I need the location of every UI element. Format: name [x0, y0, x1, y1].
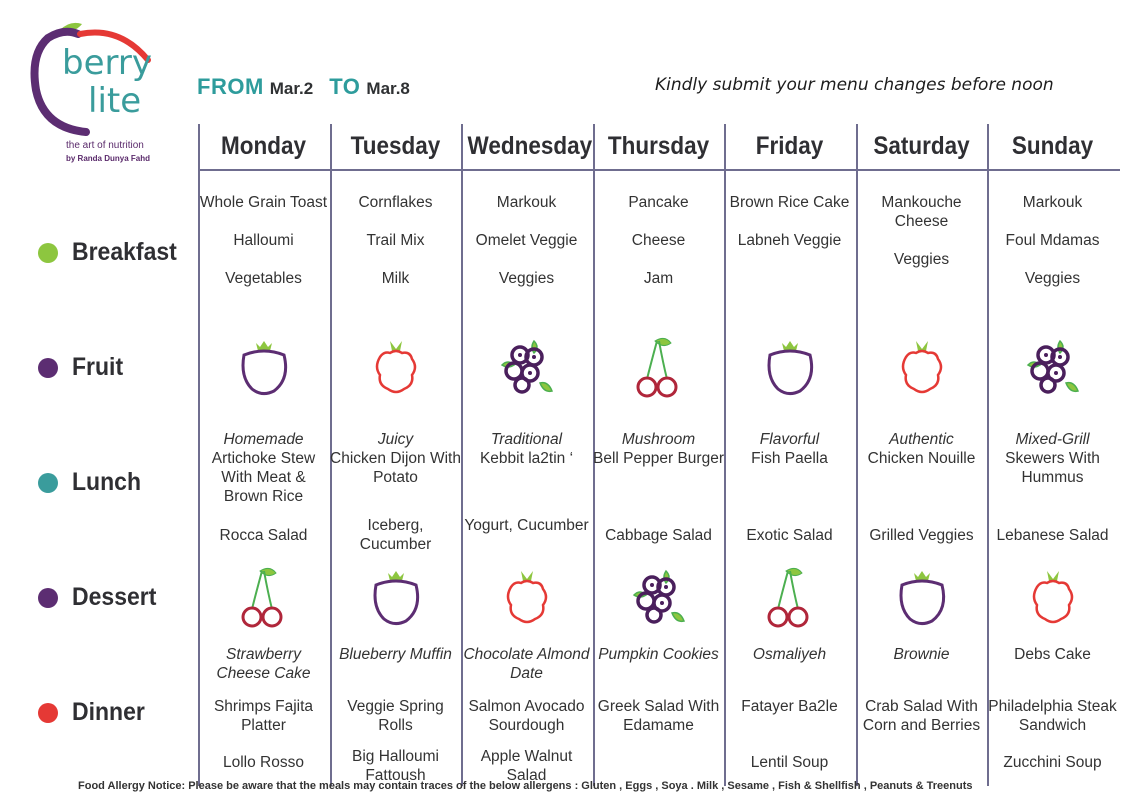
brand-tagline: the art of nutrition [66, 140, 144, 151]
blueberries-icon [987, 333, 1118, 403]
lunch-adjective: Homemade [223, 431, 304, 448]
raspberry-icon [461, 563, 592, 633]
breakfast-item: Omelet Veggie [475, 232, 578, 249]
dinner-cell [198, 697, 329, 771]
lunch-side: Yogurt, Cucumber [464, 517, 589, 534]
breakfast-item: Cheese [631, 232, 686, 249]
meal-label-lunch: Lunch [72, 468, 141, 496]
brand-name-line2: lite [88, 81, 142, 121]
lunch-adjective: Juicy [377, 431, 414, 448]
breakfast-cell [856, 193, 987, 269]
meal-row-fruit [38, 353, 128, 382]
breakfast-item: Foul Mdamas [1005, 232, 1100, 249]
breakfast-item: Jam [643, 270, 674, 287]
breakfast-cell [330, 193, 461, 288]
dessert-item: Pumpkin Cookies [598, 646, 719, 663]
breakfast-item: Whole Grain Toast [199, 194, 328, 211]
to-label: TO [329, 74, 361, 99]
dinner-main: Crab Salad With Corn and Berries [862, 698, 981, 734]
dessert-item: Osmaliyeh [752, 646, 827, 663]
raspberry-icon [330, 333, 461, 403]
dessert-item: Blueberry Muffin [339, 646, 452, 663]
breakfast-item: Labneh Veggie [737, 232, 842, 249]
dessert-item: Strawberry Cheese Cake [216, 646, 311, 682]
brand-byline: by Randa Dunya Fahd [66, 154, 151, 163]
to-date: Mar.8 [366, 79, 410, 98]
breakfast-item: Brown Rice Cake [729, 194, 850, 211]
meal-row-dessert [38, 583, 164, 612]
breakfast-item: Markouk [1022, 194, 1083, 211]
breakfast-cell [461, 193, 592, 288]
lunch-side: Grilled Veggies [869, 527, 974, 544]
dinner-cell [987, 697, 1118, 771]
lunch-main: Bell Pepper Burger [593, 450, 724, 467]
lunch-cell [593, 430, 724, 544]
dinner-cell [330, 697, 461, 784]
breakfast-item: Halloumi [233, 232, 294, 249]
lunch-cell [461, 430, 592, 534]
meal-dot-icon [38, 358, 58, 378]
lunch-cell [198, 430, 329, 544]
lunch-cell [987, 430, 1118, 544]
meal-row-breakfast [38, 238, 186, 267]
lunch-cell [856, 430, 987, 544]
dinner-cell [856, 697, 987, 735]
plum-icon [330, 563, 461, 633]
lunch-main: Chicken Nouille [867, 450, 976, 467]
date-range [197, 74, 420, 100]
lunch-adjective: Traditional [490, 431, 563, 448]
day-header-sunday: Sunday [1011, 132, 1094, 160]
dinner-main: Salmon Avocado Sourdough [468, 698, 585, 734]
breakfast-item: Vegetables [225, 270, 302, 287]
blueberries-icon [593, 563, 724, 633]
dinner-cell [724, 697, 855, 771]
breakfast-cell [198, 193, 329, 288]
lunch-main: Chicken Dijon With Potato [330, 450, 461, 486]
cherries-icon [724, 563, 855, 633]
dinner-side: Big Halloumi Fattoush [351, 748, 439, 784]
allergy-notice: Food Allergy Notice: Please be aware that the meals may contain traces of the below allergens : Gluten , Eggs , Soya . Milk , Sesame , Fish & Shellfish , Peanuts & Treenuts [78, 780, 973, 792]
dinner-side: Lollo Rosso [223, 754, 304, 771]
day-header-saturday: Saturday [873, 132, 970, 160]
meal-dot-icon [38, 243, 58, 263]
dinner-cell [461, 697, 592, 784]
breakfast-cell [987, 193, 1118, 288]
dessert-item: Brownie [893, 646, 950, 663]
lunch-side: Lebanese Salad [996, 527, 1109, 544]
dinner-main: Veggie Spring Rolls [347, 698, 444, 734]
meal-label-breakfast: Breakfast [72, 238, 177, 266]
breakfast-item: Mankouche Cheese [881, 194, 962, 230]
plum-icon [198, 333, 329, 403]
lunch-side: Iceberg, Cucumber [359, 517, 432, 553]
dinner-main: Greek Salad With Edamame [597, 698, 720, 734]
cherries-icon [198, 563, 329, 633]
dinner-main: Shrimps Fajita Platter [213, 698, 314, 734]
lunch-cell [330, 430, 461, 553]
lunch-adjective: Flavorful [759, 431, 820, 448]
dinner-side: Zucchini Soup [1003, 754, 1102, 771]
meal-row-lunch [38, 468, 147, 497]
meal-label-dinner: Dinner [72, 698, 145, 726]
breakfast-item: Veggies [893, 251, 950, 268]
lunch-side: Exotic Salad [746, 527, 833, 544]
day-header-friday: Friday [755, 132, 824, 160]
meal-dot-icon [38, 473, 58, 493]
lunch-main: Skewers With Hummus [1005, 450, 1100, 486]
lunch-main: Fish Paella [751, 450, 828, 467]
lunch-side: Rocca Salad [219, 527, 308, 544]
breakfast-item: Veggies [498, 270, 555, 287]
breakfast-item: Milk [381, 270, 410, 287]
breakfast-item: Pancake [628, 194, 689, 211]
lunch-adjective: Mixed-Grill [1015, 431, 1090, 448]
meal-row-dinner [38, 698, 151, 727]
day-header-monday: Monday [220, 132, 306, 160]
breakfast-cell [593, 193, 724, 288]
lunch-adjective: Authentic [889, 431, 954, 448]
from-date: Mar.2 [269, 79, 314, 98]
meal-dot-icon [38, 703, 58, 723]
day-header-wednesday: Wednesday [467, 132, 593, 160]
dinner-side: Lentil Soup [750, 754, 829, 771]
dinner-side: Apple Walnut Salad [480, 748, 573, 784]
meal-dot-icon [38, 588, 58, 608]
raspberry-icon [856, 333, 987, 403]
plum-icon [856, 563, 987, 633]
lunch-cell [724, 430, 855, 544]
lunch-main: Kebbit la2tin ‘ [479, 450, 574, 467]
meal-label-dessert: Dessert [72, 583, 157, 611]
raspberry-icon [987, 563, 1118, 633]
lunch-main: Artichoke Stew With Meat & Brown Rice [211, 450, 316, 505]
lunch-adjective: Mushroom [621, 431, 696, 448]
dinner-main: Philadelphia Steak Sandwich [988, 698, 1117, 734]
brand-name-line1: berry [62, 43, 152, 83]
breakfast-item: Markouk [496, 194, 557, 211]
day-header-thursday: Thursday [607, 132, 710, 160]
dessert-item: Chocolate Almond Date [463, 646, 590, 682]
dessert-item: Debs Cake [1014, 646, 1091, 663]
breakfast-item: Trail Mix [366, 232, 425, 249]
lunch-side: Cabbage Salad [605, 527, 712, 544]
cherries-icon [593, 333, 724, 403]
blueberries-icon [461, 333, 592, 403]
breakfast-item: Veggies [1024, 270, 1081, 287]
dinner-main: Fatayer Ba2le [741, 698, 838, 715]
header-divider [198, 169, 1120, 171]
breakfast-item: Cornflakes [358, 194, 433, 211]
day-header-tuesday: Tuesday [350, 132, 441, 160]
submission-notice: Kindly submit your menu changes before noon [655, 75, 1054, 95]
dinner-cell [593, 697, 724, 735]
from-label: FROM [197, 74, 264, 99]
meal-label-fruit: Fruit [72, 353, 124, 381]
breakfast-cell [724, 193, 855, 250]
plum-icon [724, 333, 855, 403]
